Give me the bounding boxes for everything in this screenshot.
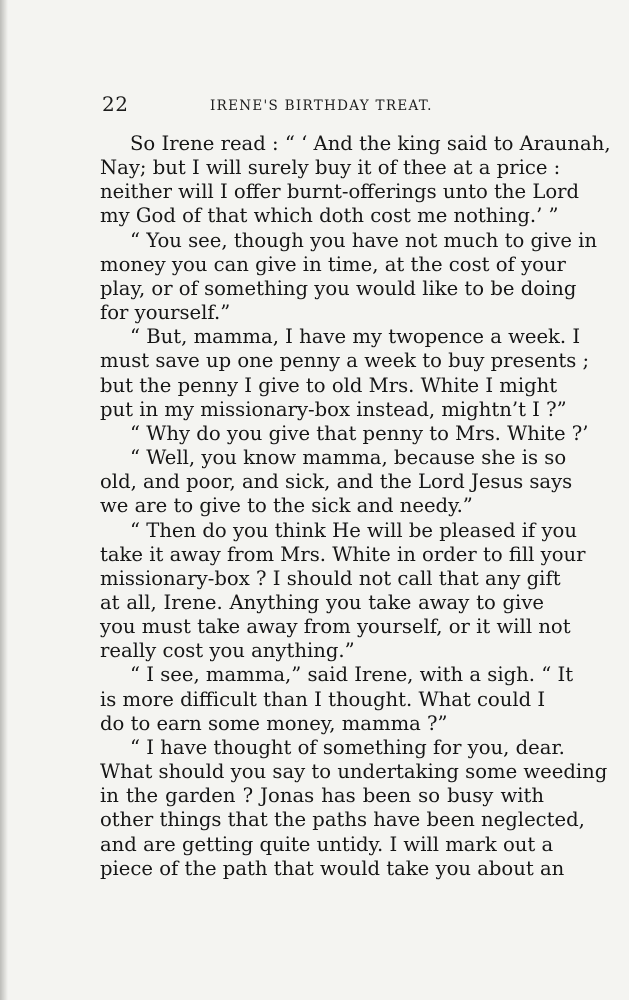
text-line: for yourself.” xyxy=(100,301,231,325)
text-line: “ But, mamma, I have my twopence a week. I xyxy=(130,325,581,349)
text-line: do to earn some money, mamma ?” xyxy=(100,711,448,735)
text-line: put in my missionary-box instead, mightn’t I ?” xyxy=(100,397,567,421)
text-line: “ Why do you give that penny to Mrs. White ?’ xyxy=(130,421,589,445)
text-line: piece of the path that would take you about an xyxy=(100,856,565,880)
text-line: “ I see, mamma,” said Irene, with a sigh. “ It xyxy=(130,663,574,687)
text-line: my God of that which doth cost me nothing.’ ” xyxy=(100,204,559,228)
text-line: So Irene read : “ ‘ And the king said to Araunah, xyxy=(130,132,611,155)
text-line: take it away from Mrs. White in order to fill your xyxy=(100,542,586,566)
text-line: in the garden ? Jonas has been so busy with xyxy=(100,784,544,808)
text-line: but the penny I give to old Mrs. White I might xyxy=(100,373,558,397)
text-line: and are getting quite untidy. I will mark out a xyxy=(100,832,554,856)
text-line: must save up one penny a week to buy presents ; xyxy=(100,349,590,373)
text-line: other things that the paths have been neglected, xyxy=(100,808,585,832)
text-line: really cost you anything.” xyxy=(100,639,355,663)
running-header xyxy=(102,92,542,122)
page-number: 22 xyxy=(102,92,129,116)
text-line: we are to give to the sick and needy.” xyxy=(100,494,473,518)
page-edge-shadow xyxy=(0,0,8,1000)
text-line: What should you say to undertaking some weeding xyxy=(100,760,608,784)
text-line: you must take away from yourself, or it will not xyxy=(100,615,571,639)
text-line: “ I have thought of something for you, dear. xyxy=(130,735,565,759)
text-line: money you can give in time, at the cost of your xyxy=(100,252,566,276)
body-text xyxy=(100,132,611,881)
running-title: IRENE'S BIRTHDAY TREAT. xyxy=(210,98,433,114)
text-line: “ You see, though you have not much to give in xyxy=(130,228,598,252)
text-line: at all, Irene. Anything you take away to give xyxy=(100,590,544,614)
text-line: old, and poor, and sick, and the Lord Jesus says xyxy=(100,470,573,494)
text-line: “ Then do you think He will be pleased if you xyxy=(130,518,577,542)
text-line: “ Well, you know mamma, because she is so xyxy=(130,446,567,470)
text-line: missionary-box ? I should not call that any gift xyxy=(100,566,561,590)
text-line: is more difficult than I thought. What could I xyxy=(100,687,546,711)
text-line: Nay; but I will surely buy it of thee at a price : xyxy=(100,156,561,180)
text-line: play, or of something you would like to be doing xyxy=(100,276,577,300)
text-line: neither will I offer burnt-offerings unto the Lord xyxy=(100,180,580,204)
